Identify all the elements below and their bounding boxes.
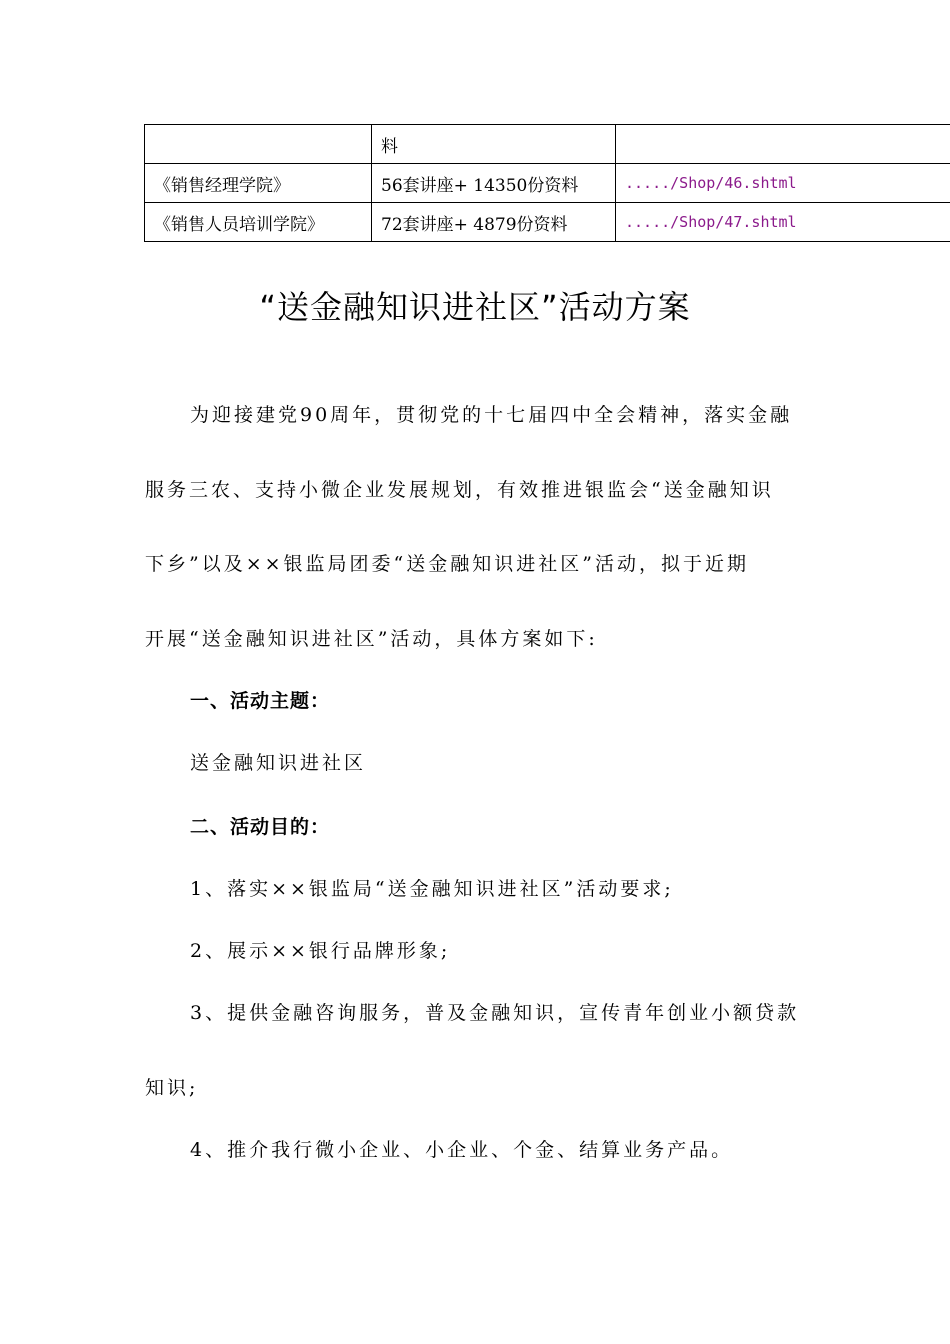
purpose-item-3-continued: 知识; [145, 1077, 199, 1099]
table-cell-content: 72套讲座+ 4879份资料 [372, 203, 616, 242]
table-cell-name: 《销售经理学院》 [145, 164, 372, 203]
table-row [145, 125, 950, 164]
table-row [145, 203, 950, 242]
section-heading-theme: 一、活动主题： [190, 690, 331, 712]
table-cell-name: 《销售人员培训学院》 [145, 203, 372, 242]
table-cell-content: 56套讲座+ 14350份资料 [372, 164, 616, 203]
section-heading-purpose: 二、活动目的： [190, 816, 331, 838]
intro-line-4: 开展“送金融知识进社区”活动，具体方案如下: [145, 628, 598, 650]
table-cell-link[interactable]: ...../Shop/46.shtml [616, 164, 950, 203]
table-cell-link[interactable]: ...../Shop/47.shtml [616, 203, 950, 242]
table-cell-link[interactable] [616, 125, 950, 164]
table-row [145, 164, 950, 203]
purpose-item-4: 4、推介我行微小企业、小企业、个金、结算业务产品。 [190, 1139, 734, 1161]
table-cell-content: 料 [372, 125, 616, 164]
purpose-item-2: 2、展示××银行品牌形象; [190, 940, 451, 962]
intro-line-1: 为迎接建党90周年，贯彻党的十七届四中全会精神，落实金融 [190, 404, 793, 426]
intro-line-3: 下乡”以及××银监局团委“送金融知识进社区”活动，拟于近期 [145, 553, 749, 575]
purpose-item-3: 3、提供金融咨询服务，普及金融知识，宣传青年创业小额贷款 [190, 1002, 800, 1024]
document-title: “送金融知识进社区”活动方案 [259, 288, 691, 326]
intro-line-2: 服务三农、支持小微企业发展规划，有效推进银监会“送金融知识 [145, 479, 774, 501]
table-cell-name [145, 125, 372, 164]
theme-text: 送金融知识进社区 [190, 752, 367, 774]
resource-table [144, 124, 950, 242]
purpose-item-1: 1、落实××银监局“送金融知识进社区”活动要求; [190, 878, 674, 900]
